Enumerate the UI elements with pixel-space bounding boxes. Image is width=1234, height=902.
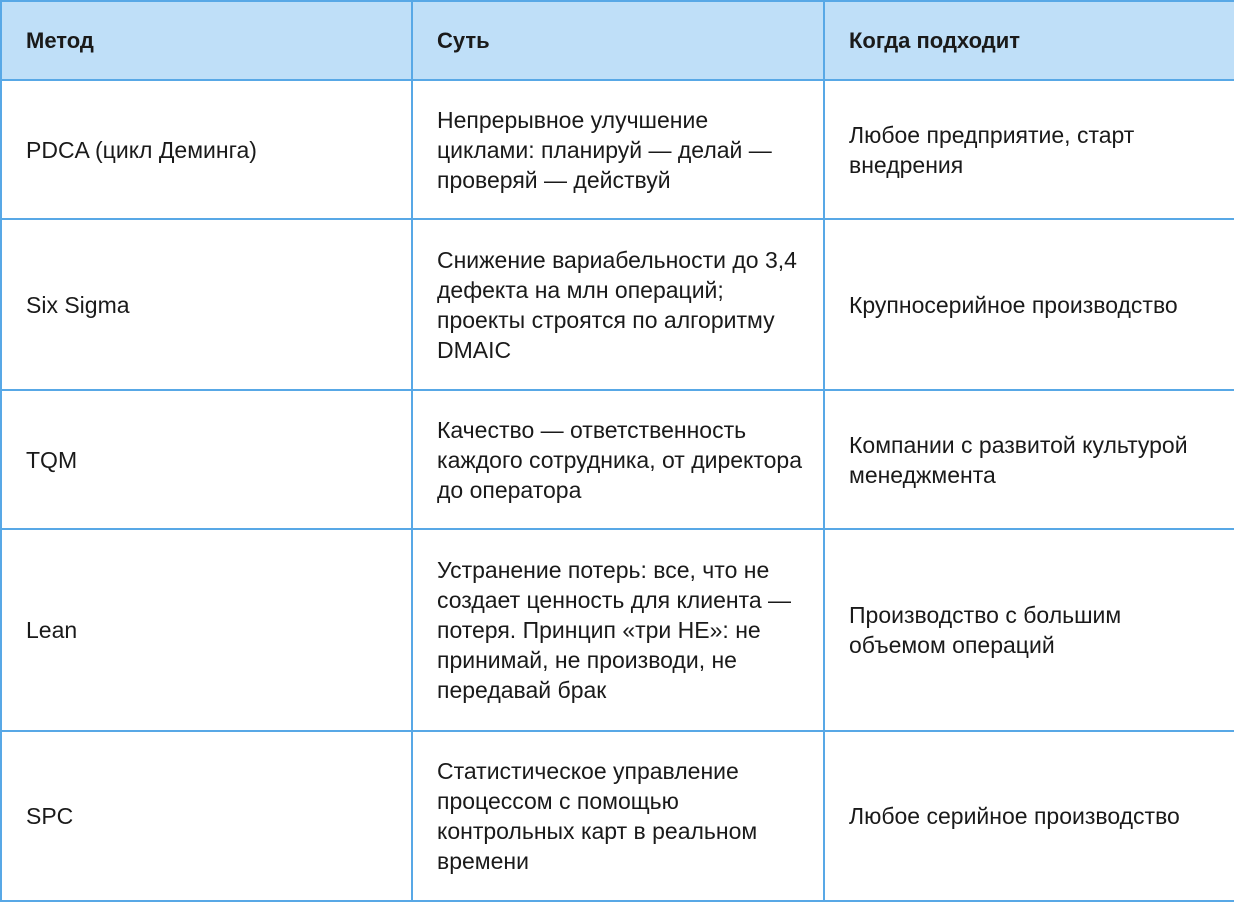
when-cell: Производство с большим объемом операций <box>824 529 1234 731</box>
essence-cell: Статистическое управление процессом с помощью контрольных карт в реальном времени <box>412 731 824 901</box>
method-cell: Lean <box>1 529 412 731</box>
table-header-row <box>1 1 1234 80</box>
essence-cell: Непрерывное улучшение циклами: планируй — делай — проверяй — действуй <box>412 80 824 219</box>
header-method: Метод <box>1 1 412 80</box>
when-cell: Любое серийное производство <box>824 731 1234 901</box>
method-cell: Six Sigma <box>1 219 412 390</box>
table-row <box>1 529 1234 731</box>
table-row <box>1 390 1234 529</box>
when-cell: Компании с развитой культурой менеджмента <box>824 390 1234 529</box>
essence-cell: Качество — ответственность каждого сотрудника, от директора до оператора <box>412 390 824 529</box>
table-row <box>1 219 1234 390</box>
header-when: Когда подходит <box>824 1 1234 80</box>
method-cell: PDCA (цикл Деминга) <box>1 80 412 219</box>
essence-cell: Снижение вариабельности до 3,4 дефекта на млн операций; проекты строятся по алгоритму DMAIC <box>412 219 824 390</box>
table-row <box>1 80 1234 219</box>
essence-cell: Устранение потерь: все, что не создает ценность для клиента — потеря. Принцип «три НЕ»: не принимай, не производи, не передавай брак <box>412 529 824 731</box>
when-cell: Любое предприятие, старт внедрения <box>824 80 1234 219</box>
method-cell: TQM <box>1 390 412 529</box>
header-essence: Суть <box>412 1 824 80</box>
when-cell: Крупносерийное производство <box>824 219 1234 390</box>
table-row <box>1 731 1234 901</box>
method-cell: SPC <box>1 731 412 901</box>
